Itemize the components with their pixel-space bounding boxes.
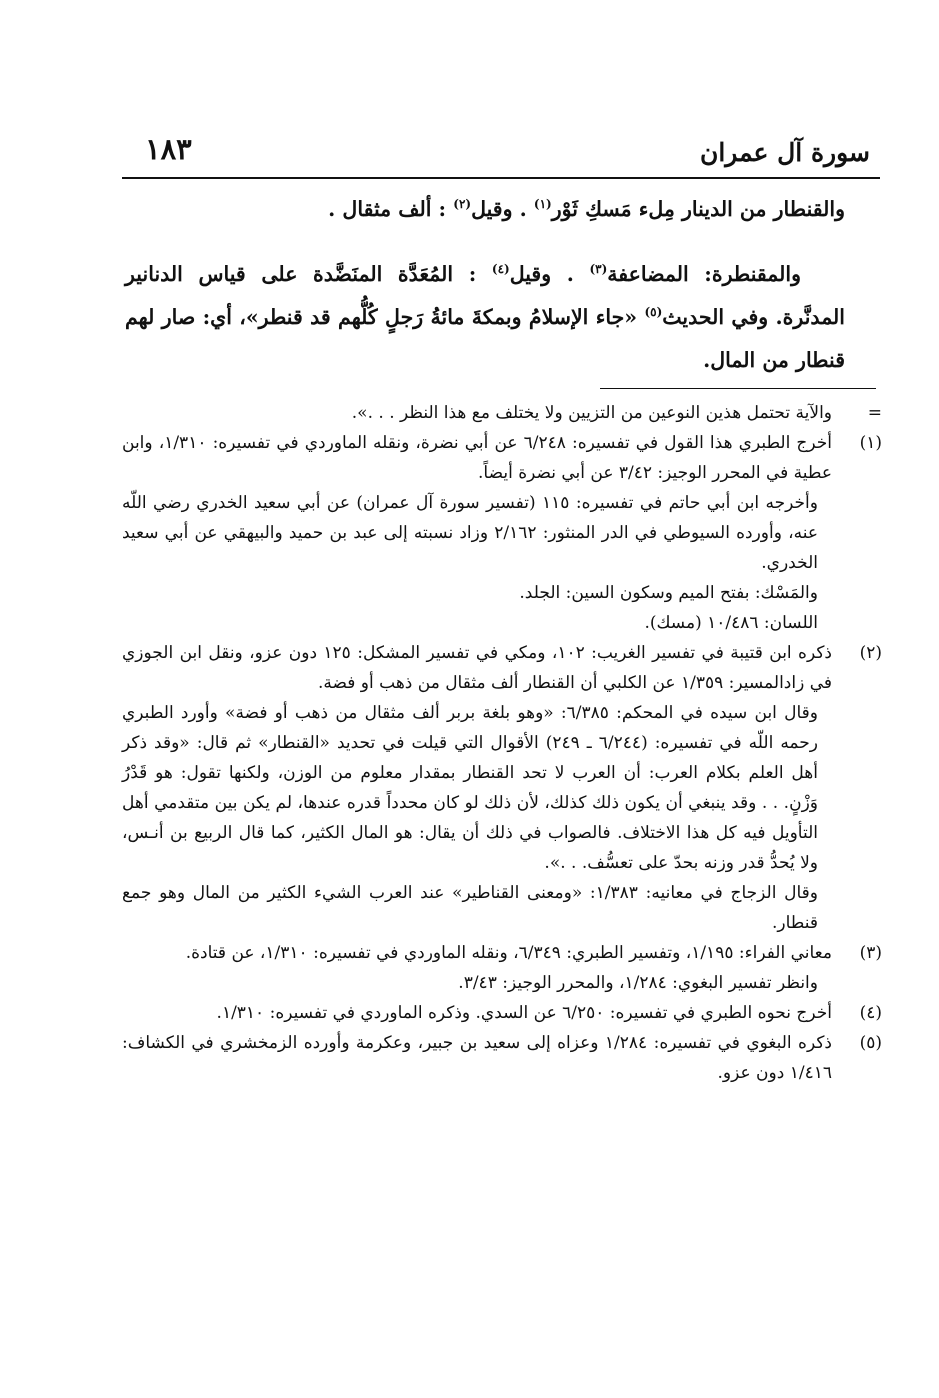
text-run: «جاء الإسلامُ وبمكةَ مائةُ رَجلٍ كُلُّهم قد قنطر»، أي: صار لهم قنطار من المال. — [125, 305, 845, 372]
footnote-ref-4[interactable]: (٤) — [491, 262, 510, 277]
footnote-number: (٢) — [859, 643, 882, 663]
surah-title: سورة آل عمران — [699, 138, 870, 167]
footnote-line: اللسان: ١٠/٤٨٦ (مسك). — [644, 613, 818, 633]
footnote-separator — [600, 388, 876, 389]
footnote-ref-2[interactable]: (٢) — [453, 197, 472, 212]
footnote-line: وأخرجه ابن أبي حاتم في تفسيره: ١١٥ (تفسير سورة آل عمران) عن أبي سعيد الخدري رضي اللّه عنه، وأورده السيوطي في الدر المنثور: ٢/١٦٢ وزاد نسبته إلى عبد بن حميد والبيهقي عن أبي سعيد الخدري. — [122, 493, 818, 573]
footnote-1 — [122, 428, 882, 638]
main-text — [125, 188, 845, 382]
footnote-number: (١) — [859, 433, 882, 453]
footnote-ref-3[interactable]: (٣) — [589, 262, 608, 277]
footnote-number: (٣) — [859, 943, 882, 963]
footnotes — [122, 398, 882, 1088]
text-run: . وقيل — [509, 262, 590, 286]
footnote-ref-1[interactable]: (١) — [533, 197, 552, 212]
text-run: . وقيل — [471, 197, 534, 221]
footnote-3 — [122, 938, 882, 998]
footnote-line: وقال الزجاج في معانيه: ١/٣٨٣: «ومعنى القناطير» عند العرب الشيء الكثير من المال وهو جمع قنطار. — [122, 883, 819, 933]
footnote-line: أخرج نحوه الطبري في تفسيره: ٦/٢٥٠ عن السدي. وذكره الماوردي في تفسيره: ١/٣١٠. — [216, 1003, 832, 1023]
footnote-2 — [122, 638, 882, 938]
footnote-number: = — [867, 403, 882, 423]
text-run: والقنطار من الدينار مِلء مَسكِ ثَوْر — [551, 197, 845, 221]
header-rule — [122, 177, 880, 179]
text-run: : ألف مثقال . — [328, 197, 454, 221]
page-number: ١٨٣ — [145, 132, 192, 166]
footnote-line: وقال ابن سيده في المحكم: ٦/٣٨٥: «وهو بلغة بربر ألف مثقال من ذهب أو فضة» وأورد الطبري رحمه اللّه في تفسيره: (٦/٢٤٤ ـ ٢٤٩) الأقوال التي قيلت في تحديد «القنطار» ثم قال: «وقد ذكر أهل العلم بكلام العرب: أن العرب لا تحد القنطار بمقدار معلوم من الوزن، ولكنها تقول: هو قَدْرُ وَزْنٍ. . . وقد ينبغي أن يكون ذلك كذلك، لأن ذلك لو كان محدداً قدره عندها، لم يكن بين متقدمي أهل التأويل فيه كل هذا الاختلاف. فالصواب في ذلك أن يقال: هو المال الكثير، كما قال الربيع بن أنـس، ولا يُحدُّ قدر وزنه بحدّ على تعسُّف. . .». — [122, 703, 819, 873]
footnote-line: ذكره ابن قتيبة في تفسير الغريب: ١٠٢، ومكي في تفسير المشكل: ١٢٥ دون عزو، ونقل ابن الجوزي في زادالمسير: ١/٣٥٩ عن الكلبي أن القنطار ألف مثقال من ذهب أو فضة. — [122, 643, 832, 693]
page-header — [120, 128, 880, 178]
footnote-line: معاني الفراء: ١/١٩٥، وتفسير الطبري: ٦/٣٤٩، ونقله الماوردي في تفسيره: ١/٣١٠، عن قتادة. — [185, 943, 832, 963]
footnote-line: وانظر تفسير البغوي: ١/٢٨٤، والمحرر الوجيز: ٣/٤٣. — [458, 973, 818, 993]
text-run: والمقنطرة: المضاعفة — [607, 262, 801, 286]
footnote-continuation — [122, 398, 882, 428]
text-run: : المُعَدَّة المنَضَّدة على قياس الدنانير المدنَّرة. وفي الحديث — [125, 262, 845, 329]
footnote-ref-5[interactable]: (٥) — [644, 305, 663, 320]
footnote-line: ذكره البغوي في تفسيره: ١/٢٨٤ وعزاه إلى سعيد بن جبير، وعكرمة وأورده الزمخشري في الكشاف: ١/٤١٦ دون عزو. — [122, 1033, 832, 1083]
footnote-5 — [122, 1028, 882, 1088]
footnote-line: والمَسْك: بفتح الميم وسكون السين: الجلد. — [519, 583, 818, 603]
footnote-4 — [122, 998, 882, 1028]
main-paragraph-1 — [125, 188, 845, 231]
footnote-line: أخرج الطبري هذا القول في تفسيره: ٦/٢٤٨ عن أبي نضرة، ونقله الماوردي في تفسيره: ١/٣١٠، وابن عطية في المحرر الوجيز: ٣/٤٢ عن أبي نضرة أيضاً. — [122, 433, 832, 483]
footnote-number: (٤) — [859, 1003, 882, 1023]
main-paragraph-2 — [125, 253, 845, 382]
footnote-line: والآية تحتمل هذين النوعين من التزيين ولا يختلف مع هذا النظر . . .». — [351, 403, 832, 423]
footnote-number: (٥) — [859, 1033, 882, 1053]
